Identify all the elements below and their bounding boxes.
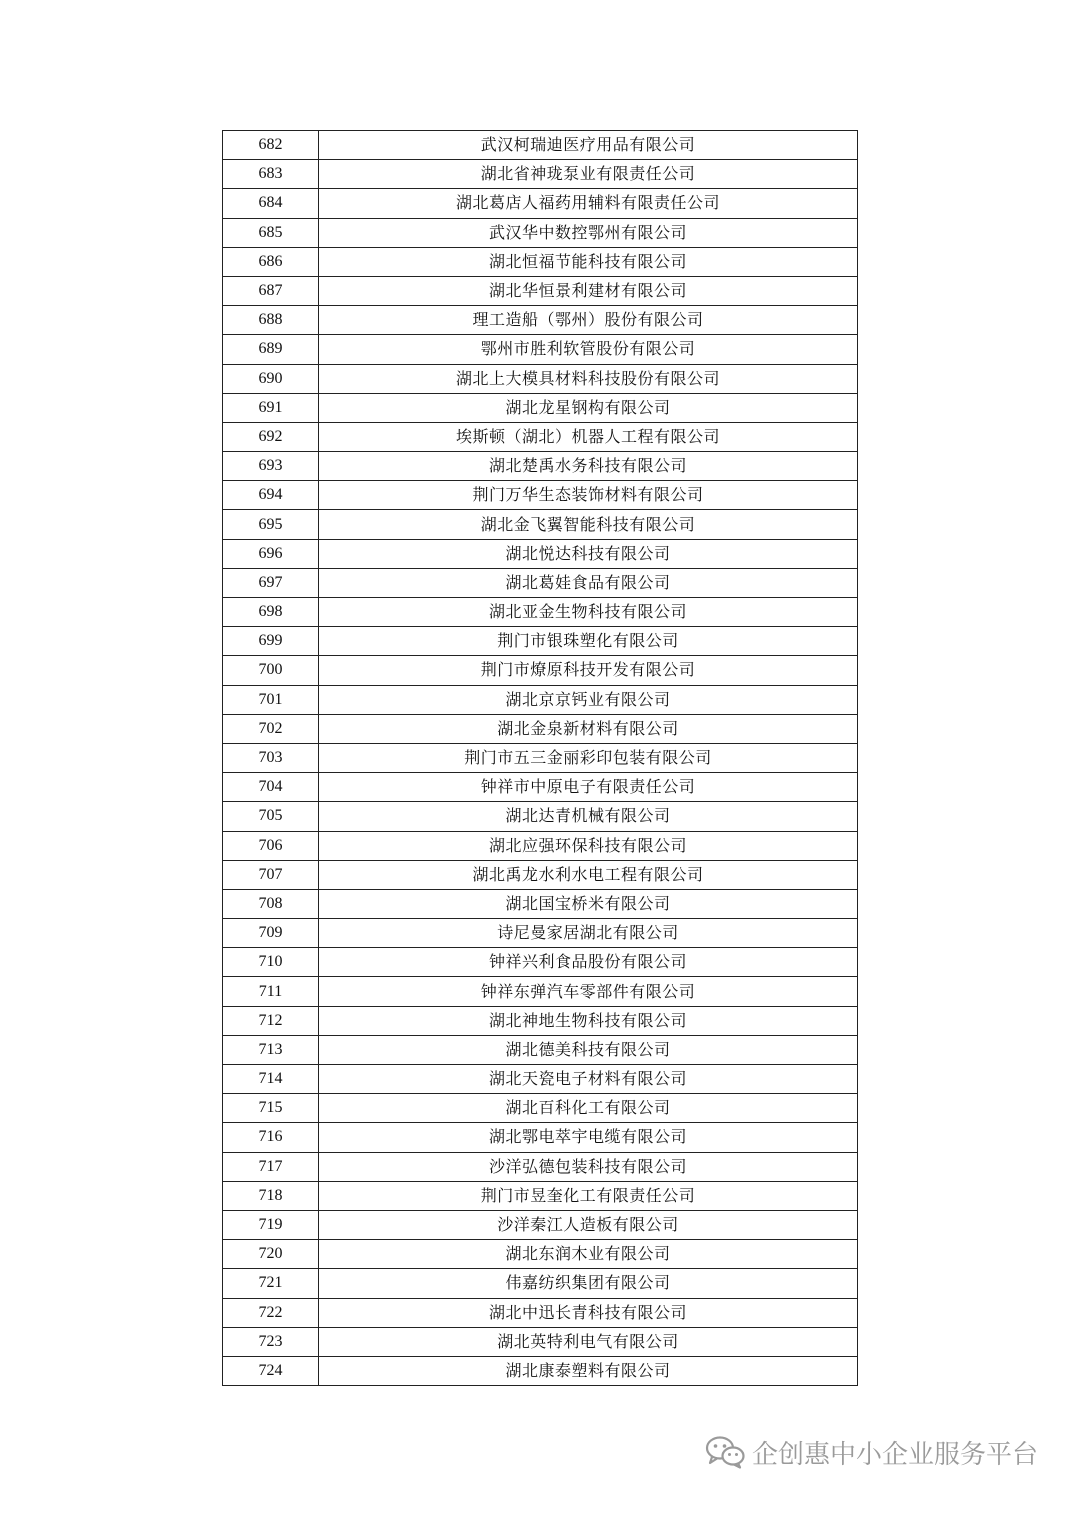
company-name: 鄂州市胜利软管股份有限公司: [319, 335, 858, 364]
row-number: 724: [223, 1356, 319, 1385]
table-row: [223, 481, 858, 510]
table-row: [223, 860, 858, 889]
company-name: 湖北葛店人福药用辅料有限责任公司: [319, 189, 858, 218]
table-row: [223, 189, 858, 218]
company-name: 钟祥兴利食品股份有限公司: [319, 948, 858, 977]
row-number: 689: [223, 335, 319, 364]
row-number: 716: [223, 1123, 319, 1152]
table-row: [223, 568, 858, 597]
company-name: 湖北鄂电萃宇电缆有限公司: [319, 1123, 858, 1152]
table-row: [223, 889, 858, 918]
table-row: [223, 510, 858, 539]
row-number: 705: [223, 802, 319, 831]
table-row: [223, 1356, 858, 1385]
row-number: 711: [223, 977, 319, 1006]
company-name: 湖北中迅长青科技有限公司: [319, 1298, 858, 1327]
row-number: 686: [223, 247, 319, 276]
company-list-table: [222, 130, 858, 1386]
company-name: 湖北英特利电气有限公司: [319, 1327, 858, 1356]
company-name: 荆门市燎原科技开发有限公司: [319, 656, 858, 685]
table-row: [223, 685, 858, 714]
row-number: 692: [223, 422, 319, 451]
table-row: [223, 1123, 858, 1152]
table-row: [223, 1327, 858, 1356]
table-row: [223, 1006, 858, 1035]
company-name: 钟祥东弹汽车零部件有限公司: [319, 977, 858, 1006]
table-row: [223, 539, 858, 568]
company-name: 湖北恒福节能科技有限公司: [319, 247, 858, 276]
company-name: 湖北国宝桥米有限公司: [319, 889, 858, 918]
table-row: [223, 1152, 858, 1181]
table-row: [223, 656, 858, 685]
company-name: 沙洋弘德包装科技有限公司: [319, 1152, 858, 1181]
table-row: [223, 1094, 858, 1123]
row-number: 712: [223, 1006, 319, 1035]
company-name: 荆门市昱奎化工有限责任公司: [319, 1181, 858, 1210]
table-row: [223, 276, 858, 305]
row-number: 720: [223, 1240, 319, 1269]
row-number: 696: [223, 539, 319, 568]
company-name: 湖北百科化工有限公司: [319, 1094, 858, 1123]
company-name: 湖北金飞翼智能科技有限公司: [319, 510, 858, 539]
table-row: [223, 452, 858, 481]
row-number: 695: [223, 510, 319, 539]
company-name: 荆门市银珠塑化有限公司: [319, 627, 858, 656]
table-row: [223, 598, 858, 627]
table-row: [223, 160, 858, 189]
row-number: 699: [223, 627, 319, 656]
table-row: [223, 131, 858, 160]
row-number: 714: [223, 1065, 319, 1094]
row-number: 694: [223, 481, 319, 510]
table-row: [223, 1298, 858, 1327]
company-name: 湖北悦达科技有限公司: [319, 539, 858, 568]
row-number: 690: [223, 364, 319, 393]
row-number: 688: [223, 306, 319, 335]
row-number: 703: [223, 743, 319, 772]
company-name: 湖北禹龙水利水电工程有限公司: [319, 860, 858, 889]
table-row: [223, 773, 858, 802]
table-row: [223, 306, 858, 335]
company-name: 湖北达青机械有限公司: [319, 802, 858, 831]
table-row: [223, 1210, 858, 1239]
row-number: 721: [223, 1269, 319, 1298]
company-name: 湖北德美科技有限公司: [319, 1035, 858, 1064]
wechat-icon: [704, 1435, 746, 1469]
table-row: [223, 1240, 858, 1269]
table-row: [223, 1035, 858, 1064]
table-row: [223, 335, 858, 364]
row-number: 700: [223, 656, 319, 685]
table-row: [223, 393, 858, 422]
row-number: 715: [223, 1094, 319, 1123]
company-name: 湖北天瓷电子材料有限公司: [319, 1065, 858, 1094]
company-name: 武汉柯瑞迪医疗用品有限公司: [319, 131, 858, 160]
row-number: 722: [223, 1298, 319, 1327]
company-name: 湖北省神珑泵业有限责任公司: [319, 160, 858, 189]
table-row: [223, 218, 858, 247]
table-row: [223, 831, 858, 860]
company-name: 理工造船（鄂州）股份有限公司: [319, 306, 858, 335]
company-name: 湖北上大模具材料科技股份有限公司: [319, 364, 858, 393]
row-number: 719: [223, 1210, 319, 1239]
company-name: 湖北应强环保科技有限公司: [319, 831, 858, 860]
watermark-text: 企创惠中小企业服务平台: [752, 1439, 1039, 1470]
watermark: [704, 1432, 1038, 1472]
table-row: [223, 1065, 858, 1094]
row-number: 704: [223, 773, 319, 802]
row-number: 698: [223, 598, 319, 627]
company-name: 武汉华中数控鄂州有限公司: [319, 218, 858, 247]
row-number: 701: [223, 685, 319, 714]
table-row: [223, 247, 858, 276]
row-number: 723: [223, 1327, 319, 1356]
company-name: 湖北金泉新材料有限公司: [319, 714, 858, 743]
company-name: 诗尼曼家居湖北有限公司: [319, 919, 858, 948]
company-name: 湖北京京钙业有限公司: [319, 685, 858, 714]
table-row: [223, 714, 858, 743]
company-name: 湖北神地生物科技有限公司: [319, 1006, 858, 1035]
row-number: 687: [223, 276, 319, 305]
table-row: [223, 1269, 858, 1298]
company-name: 荆门市五三金丽彩印包装有限公司: [319, 743, 858, 772]
company-name: 湖北龙星钢构有限公司: [319, 393, 858, 422]
row-number: 706: [223, 831, 319, 860]
row-number: 717: [223, 1152, 319, 1181]
company-name: 湖北康泰塑料有限公司: [319, 1356, 858, 1385]
table-row: [223, 948, 858, 977]
row-number: 684: [223, 189, 319, 218]
company-name: 湖北葛娃食品有限公司: [319, 568, 858, 597]
row-number: 693: [223, 452, 319, 481]
company-name: 湖北亚金生物科技有限公司: [319, 598, 858, 627]
table-row: [223, 1181, 858, 1210]
company-name: 钟祥市中原电子有限责任公司: [319, 773, 858, 802]
company-name: 沙洋秦江人造板有限公司: [319, 1210, 858, 1239]
row-number: 685: [223, 218, 319, 247]
row-number: 683: [223, 160, 319, 189]
table-row: [223, 743, 858, 772]
row-number: 708: [223, 889, 319, 918]
company-name: 湖北东润木业有限公司: [319, 1240, 858, 1269]
row-number: 702: [223, 714, 319, 743]
table-row: [223, 977, 858, 1006]
company-name: 埃斯顿（湖北）机器人工程有限公司: [319, 422, 858, 451]
row-number: 697: [223, 568, 319, 597]
table-row: [223, 802, 858, 831]
company-name: 荆门万华生态装饰材料有限公司: [319, 481, 858, 510]
table-row: [223, 627, 858, 656]
row-number: 682: [223, 131, 319, 160]
table-row: [223, 364, 858, 393]
row-number: 710: [223, 948, 319, 977]
row-number: 707: [223, 860, 319, 889]
table-row: [223, 919, 858, 948]
row-number: 691: [223, 393, 319, 422]
table-body: [223, 131, 858, 1386]
row-number: 713: [223, 1035, 319, 1064]
row-number: 718: [223, 1181, 319, 1210]
company-name: 湖北楚禹水务科技有限公司: [319, 452, 858, 481]
row-number: 709: [223, 919, 319, 948]
table-row: [223, 422, 858, 451]
company-name: 伟嘉纺织集团有限公司: [319, 1269, 858, 1298]
company-name: 湖北华恒景利建材有限公司: [319, 276, 858, 305]
